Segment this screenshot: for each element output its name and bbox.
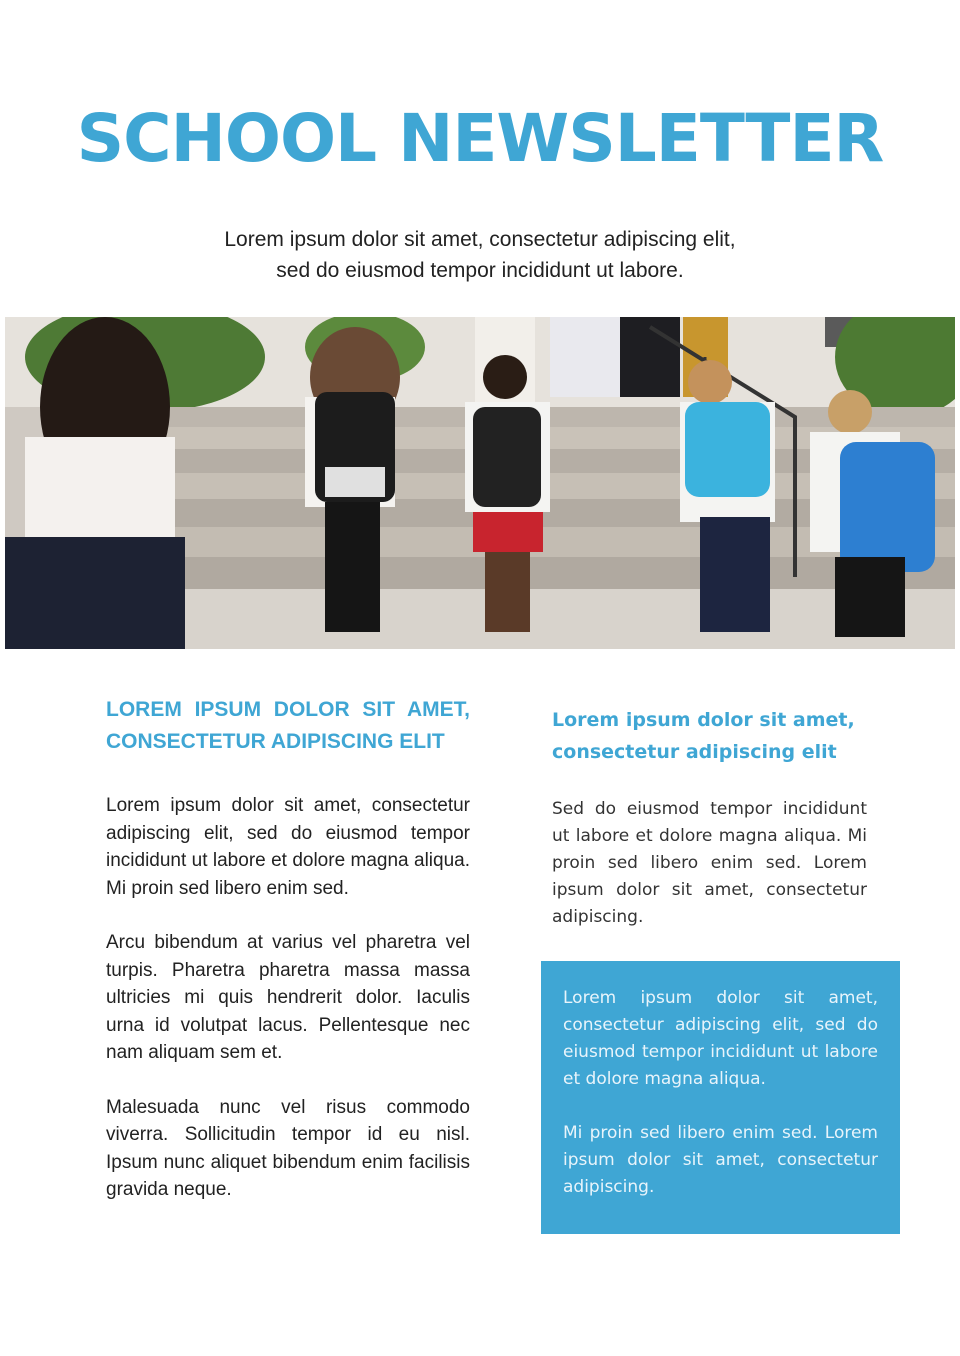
right-column-heading: Lorem ipsum dolor sit amet, consectetur adipiscing elit bbox=[552, 709, 855, 763]
left-paragraph-3: Malesuada nunc vel risus commodo viverra. Sollicitudin tempor id eu nisl. Ipsum nunc aliquet bibendum enim facilisis gravida neque. bbox=[106, 1096, 470, 1200]
right-column-body: Sed do eiusmod tempor incididunt ut labore et dolore magna aliqua. Mi proin sed libero enim sed. Lorem ipsum dolor sit amet, consectetur adipiscing. bbox=[552, 799, 867, 927]
hero-photo bbox=[5, 317, 955, 649]
left-column-heading: LOREM IPSUM DOLOR SIT AMET, CONSECTETUR ADIPISCING ELIT bbox=[106, 698, 470, 753]
subtitle-line-1: Lorem ipsum dolor sit amet, consectetur adipiscing elit, bbox=[224, 228, 736, 251]
left-paragraph-2: Arcu bibendum at varius vel pharetra vel turpis. Pharetra pharetra massa massa ultricies mi quis hendrerit dolor. Iaculis urna id volutpat lacus. Pellentesque nec nam aliquam sem et. bbox=[106, 932, 470, 1063]
left-column bbox=[106, 694, 470, 1231]
hero-photo-illustration bbox=[5, 317, 955, 649]
right-column bbox=[552, 704, 867, 931]
newsletter-title: SCHOOL NEWSLETTER bbox=[76, 100, 884, 177]
left-paragraph-1: Lorem ipsum dolor sit amet, consectetur adipiscing elit, sed do eiusmod tempor incididunt ut labore et dolore magna aliqua. Mi proin sed libero enim sed. bbox=[106, 795, 470, 899]
callout-paragraph-1: Lorem ipsum dolor sit amet, consectetur adipiscing elit, sed do eiusmod tempor incididunt ut labore et dolore magna aliqua. bbox=[563, 988, 878, 1089]
newsletter-subtitle bbox=[180, 224, 780, 286]
callout-paragraph-2: Mi proin sed libero enim sed. Lorem ipsum dolor sit amet, consectetur adipiscing. bbox=[563, 1123, 878, 1197]
subtitle-line-2: sed do eiusmod tempor incididunt ut labore. bbox=[276, 259, 684, 282]
callout-box bbox=[541, 961, 900, 1234]
